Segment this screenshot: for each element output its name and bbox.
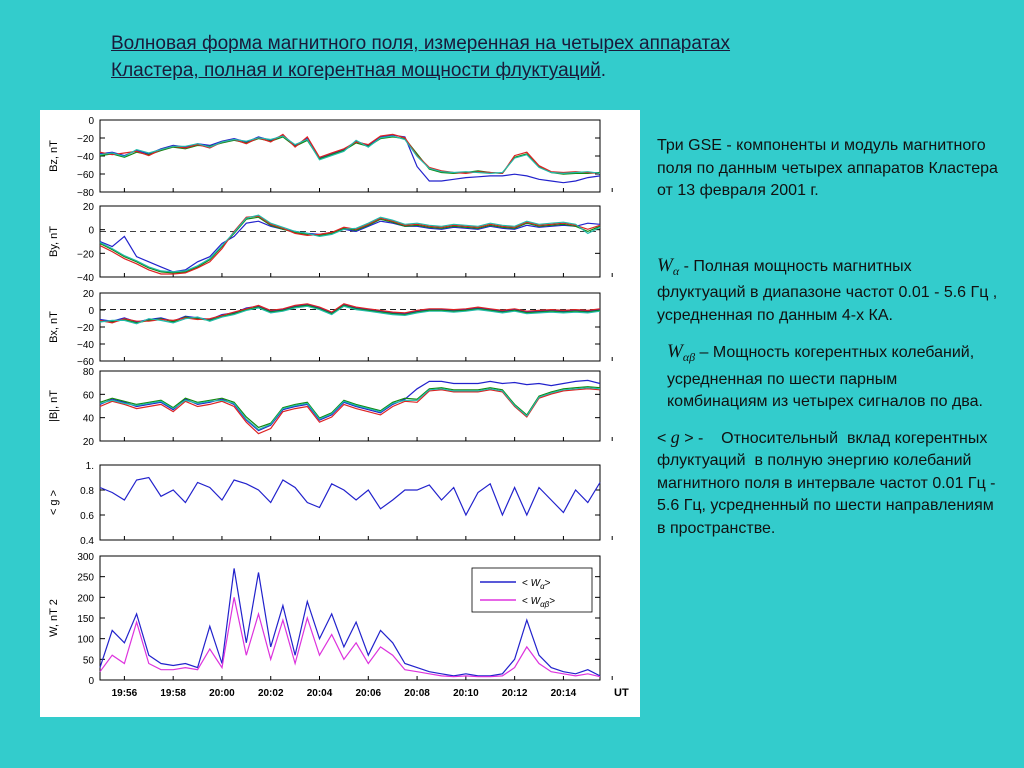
panel-frame-1 xyxy=(100,206,600,277)
w-alpha-text: - Полная мощность магнитных флуктуаций в диапазоне частот 0.01 - 5.6 Гц , усредненная по данным 4-х КА. xyxy=(657,257,998,324)
description-g xyxy=(657,426,1002,541)
w-ab-symbol: W xyxy=(667,341,683,362)
x-tick-label-2: 20:00 xyxy=(209,688,235,699)
description-intro: Три GSE - компоненты и модуль магнитного поля по данным четырех аппаратов Кластера от 13 февраля 2001 г. xyxy=(657,137,998,199)
y-axis-label-3: |B|, nT xyxy=(48,389,60,423)
g-suffix: > - xyxy=(679,429,704,447)
y-tick-label-4-3: 0.4 xyxy=(80,536,94,547)
slide-title xyxy=(111,30,891,84)
x-tick-label-6: 20:08 xyxy=(404,688,430,699)
y-tick-label-5-3: 150 xyxy=(77,614,94,625)
y-tick-label-1-0: 20 xyxy=(82,202,94,213)
stacked-chart xyxy=(40,110,640,717)
x-tick-label-9: 20:14 xyxy=(550,688,577,699)
y-tick-label-2-0: 20 xyxy=(82,289,94,300)
y-tick-label-4-0: 1. xyxy=(85,461,94,472)
y-tick-label-1-2: −20 xyxy=(77,249,94,261)
description-w-alpha xyxy=(657,255,1002,328)
y-tick-label-0-1: −20 xyxy=(77,134,94,145)
y-axis-label-2: Bx, nT xyxy=(48,311,60,343)
y-axis-label-1: By, nT xyxy=(48,226,60,257)
series-line-4-0 xyxy=(100,478,600,516)
series-line-0-0 xyxy=(100,135,600,183)
y-tick-label-4-1: 0.8 xyxy=(80,486,94,497)
y-tick-label-5-2: 200 xyxy=(77,593,94,605)
legend-entry-0: < $W_\alpha>$ xyxy=(522,578,551,591)
x-tick-label-4: 20:04 xyxy=(306,688,333,699)
y-tick-label-3-3: 20 xyxy=(82,437,94,448)
panel-frame-2 xyxy=(100,293,600,361)
title-line1: Волновая форма магнитного поля, измеренная на четырех аппаратах xyxy=(111,33,731,54)
x-tick-label-0: 19:56 xyxy=(111,688,138,699)
y-tick-label-1-1: 0 xyxy=(88,225,94,237)
y-tick-label-5-1: 250 xyxy=(77,572,94,584)
y-tick-label-3-0: 80 xyxy=(82,367,94,378)
series-line-3-2 xyxy=(100,389,600,434)
y-tick-label-2-4: −60 xyxy=(77,357,94,368)
y-tick-label-2-1: 0 xyxy=(88,306,94,317)
y-tick-label-5-4: 100 xyxy=(77,634,94,646)
x-tick-label-3: 20:02 xyxy=(257,688,284,699)
description-text xyxy=(657,135,1002,540)
y-tick-label-2-3: −40 xyxy=(77,340,94,351)
y-tick-label-0-4: −80 xyxy=(77,188,94,199)
x-tick-label-7: 20:10 xyxy=(453,688,479,699)
legend-entry-1: < $W_{\alpha\beta}>$ xyxy=(522,596,556,609)
x-axis-label: UT xyxy=(614,687,629,699)
x-tick-label-5: 20:06 xyxy=(355,688,382,699)
g-text: Относительный вклад когерентных флуктуаций в полную энергию колебаний магнитного поля в интервале частот 0.01 Гц - 5.6 Гц, усредненный по шести направлениям в пространстве. xyxy=(657,429,1000,537)
figure-panel xyxy=(40,110,640,717)
series-line-0-3 xyxy=(100,136,600,173)
panel-frame-4 xyxy=(100,465,600,540)
y-axis-label-4: < g > xyxy=(48,489,60,516)
title-line2: Кластера, полная и когерентная мощности флуктуаций xyxy=(111,60,601,81)
w-alpha-subscript: α xyxy=(672,263,680,278)
g-symbol: g xyxy=(670,426,680,447)
y-tick-label-3-1: 60 xyxy=(82,390,94,402)
description-w-ab xyxy=(657,341,1002,414)
y-tick-label-5-6: 0 xyxy=(88,676,94,687)
w-ab-text: – Мощность когерентных колебаний, усредненная по шести парным комбинациям из четырех сигналов по два. xyxy=(667,344,983,410)
y-tick-label-0-2: −40 xyxy=(77,152,94,163)
y-tick-label-3-2: 40 xyxy=(82,413,94,425)
w-alpha-symbol: W xyxy=(657,254,673,276)
y-tick-label-1-3: −40 xyxy=(77,273,94,284)
x-tick-label-1: 19:58 xyxy=(160,688,186,699)
g-prefix: < xyxy=(657,429,671,447)
y-tick-label-5-0: 300 xyxy=(77,552,94,563)
w-ab-subscript: αβ xyxy=(682,350,696,364)
x-tick-label-8: 20:12 xyxy=(501,688,528,699)
y-axis-label-0: Bz, nT xyxy=(48,140,60,172)
y-axis-label-5: W, nT 2 xyxy=(48,599,60,637)
y-tick-label-0-0: 0 xyxy=(88,116,94,127)
series-line-1-2 xyxy=(100,216,600,274)
y-tick-label-4-2: 0.6 xyxy=(80,511,94,522)
title-period: . xyxy=(600,60,607,81)
y-tick-label-5-5: 50 xyxy=(82,655,94,667)
y-tick-label-2-2: −20 xyxy=(77,323,94,334)
panel-frame-0 xyxy=(100,120,600,192)
y-tick-label-0-3: −60 xyxy=(77,170,94,181)
